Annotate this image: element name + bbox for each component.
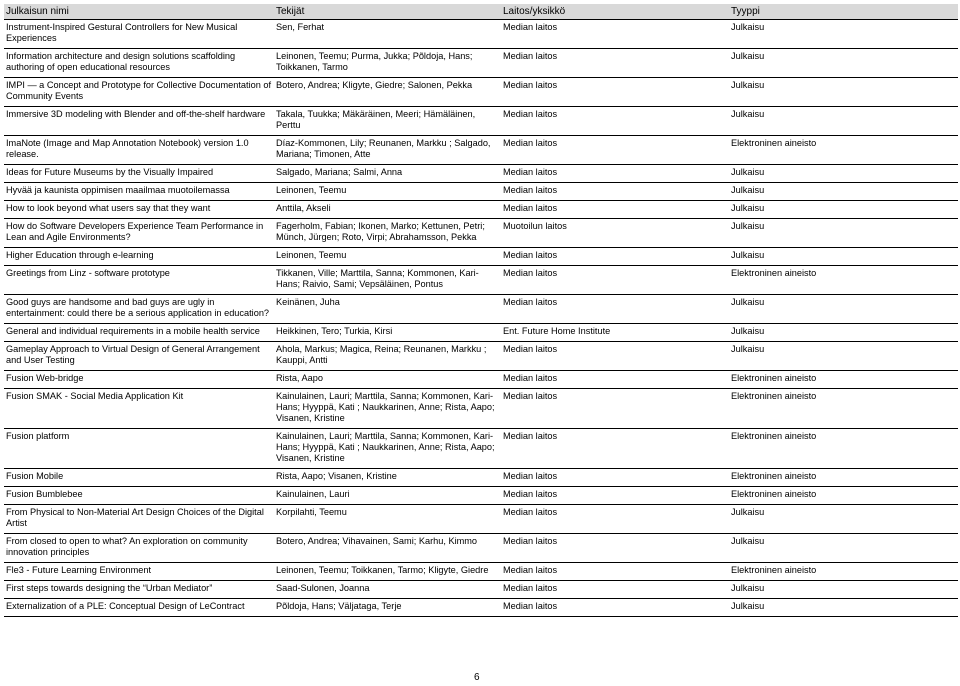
cell-type: Julkaisu bbox=[729, 219, 958, 248]
cell-type: Elektroninen aineisto bbox=[729, 487, 958, 505]
cell-title: Ideas for Future Museums by the Visually Impaired bbox=[4, 165, 274, 183]
cell-title: Higher Education through e-learning bbox=[4, 248, 274, 266]
cell-department: Median laitos bbox=[501, 505, 729, 534]
table-row bbox=[4, 295, 958, 324]
cell-title: Instrument-Inspired Gestural Controllers for New Musical Experiences bbox=[4, 20, 274, 49]
cell-department: Median laitos bbox=[501, 389, 729, 429]
cell-authors: Põldoja, Hans; Väljataga, Terje bbox=[274, 599, 501, 617]
table-row bbox=[4, 534, 958, 563]
page-number: 6 bbox=[474, 672, 480, 683]
table-row bbox=[4, 389, 958, 429]
cell-department: Median laitos bbox=[501, 534, 729, 563]
cell-type: Julkaisu bbox=[729, 20, 958, 49]
cell-authors: Kainulainen, Lauri bbox=[274, 487, 501, 505]
cell-title: Fle3 - Future Learning Environment bbox=[4, 563, 274, 581]
table-row bbox=[4, 78, 958, 107]
cell-title: Good guys are handsome and bad guys are ugly in entertainment: could there be a serious application in education? bbox=[4, 295, 274, 324]
cell-title: ImaNote (Image and Map Annotation Notebook) version 1.0 release. bbox=[4, 136, 274, 165]
cell-authors: Ahola, Markus; Magica, Reina; Reunanen, Markku ; Kauppi, Antti bbox=[274, 342, 501, 371]
cell-title: Information architecture and design solutions scaffolding authoring of open educational resources bbox=[4, 49, 274, 78]
cell-type: Julkaisu bbox=[729, 201, 958, 219]
table-row bbox=[4, 487, 958, 505]
cell-title: Hyvää ja kaunista oppimisen maailmaa muotoilemassa bbox=[4, 183, 274, 201]
cell-authors: Leinonen, Teemu; Purma, Jukka; Põldoja, Hans; Toikkanen, Tarmo bbox=[274, 49, 501, 78]
table-row bbox=[4, 49, 958, 78]
cell-title: General and individual requirements in a mobile health service bbox=[4, 324, 274, 342]
cell-title: Fusion Web-bridge bbox=[4, 371, 274, 389]
cell-type: Julkaisu bbox=[729, 599, 958, 617]
table-row bbox=[4, 563, 958, 581]
cell-department: Median laitos bbox=[501, 599, 729, 617]
table-row bbox=[4, 599, 958, 617]
table-row bbox=[4, 371, 958, 389]
table-row bbox=[4, 505, 958, 534]
cell-department: Median laitos bbox=[501, 581, 729, 599]
cell-title: Fusion Bumblebee bbox=[4, 487, 274, 505]
cell-title: Greetings from Linz - software prototype bbox=[4, 266, 274, 295]
cell-department: Ent. Future Home Institute bbox=[501, 324, 729, 342]
cell-authors: Rista, Aapo bbox=[274, 371, 501, 389]
cell-authors: Leinonen, Teemu bbox=[274, 183, 501, 201]
table-row bbox=[4, 165, 958, 183]
cell-department: Median laitos bbox=[501, 201, 729, 219]
table-row bbox=[4, 20, 958, 49]
cell-authors: Saad-Sulonen, Joanna bbox=[274, 581, 501, 599]
cell-title: Fusion SMAK - Social Media Application Kit bbox=[4, 389, 274, 429]
cell-department: Median laitos bbox=[501, 248, 729, 266]
cell-type: Julkaisu bbox=[729, 534, 958, 563]
cell-department: Median laitos bbox=[501, 342, 729, 371]
cell-type: Julkaisu bbox=[729, 248, 958, 266]
cell-authors: Botero, Andrea; Kligyte, Giedre; Salonen, Pekka bbox=[274, 78, 501, 107]
cell-authors: Leinonen, Teemu bbox=[274, 248, 501, 266]
header-title: Julkaisun nimi bbox=[4, 4, 274, 20]
cell-authors: Korpilahti, Teemu bbox=[274, 505, 501, 534]
cell-department: Median laitos bbox=[501, 469, 729, 487]
cell-type: Elektroninen aineisto bbox=[729, 136, 958, 165]
table-row bbox=[4, 219, 958, 248]
cell-authors: Fagerholm, Fabian; Ikonen, Marko; Kettunen, Petri; Münch, Jürgen; Roto, Virpi; Abrahamsson, Pekka bbox=[274, 219, 501, 248]
cell-type: Julkaisu bbox=[729, 324, 958, 342]
cell-title: Immersive 3D modeling with Blender and off-the-shelf hardware bbox=[4, 107, 274, 136]
header-department: Laitos/yksikkö bbox=[501, 4, 729, 20]
cell-authors: Rista, Aapo; Visanen, Kristine bbox=[274, 469, 501, 487]
table-body bbox=[4, 20, 958, 617]
header-authors: Tekijät bbox=[274, 4, 501, 20]
table-row bbox=[4, 581, 958, 599]
cell-department: Median laitos bbox=[501, 266, 729, 295]
cell-title: From closed to open to what? An exploration on community innovation principles bbox=[4, 534, 274, 563]
cell-type: Julkaisu bbox=[729, 295, 958, 324]
cell-department: Median laitos bbox=[501, 487, 729, 505]
cell-authors: Kainulainen, Lauri; Marttila, Sanna; Kommonen, Kari-Hans; Hyyppä, Kati ; Naukkarinen, Anne; Rista, Aapo; Visanen, Kristine bbox=[274, 429, 501, 469]
cell-department: Median laitos bbox=[501, 20, 729, 49]
cell-type: Julkaisu bbox=[729, 165, 958, 183]
cell-type: Julkaisu bbox=[729, 342, 958, 371]
table-row bbox=[4, 183, 958, 201]
table-row bbox=[4, 248, 958, 266]
cell-title: Fusion platform bbox=[4, 429, 274, 469]
cell-department: Median laitos bbox=[501, 183, 729, 201]
cell-department: Median laitos bbox=[501, 371, 729, 389]
cell-title: IMPI — a Concept and Prototype for Collective Documentation of Community Events bbox=[4, 78, 274, 107]
cell-department: Median laitos bbox=[501, 295, 729, 324]
table-header-row bbox=[4, 4, 958, 20]
cell-type: Julkaisu bbox=[729, 505, 958, 534]
cell-authors: Leinonen, Teemu; Toikkanen, Tarmo; Kligyte, Giedre bbox=[274, 563, 501, 581]
cell-type: Julkaisu bbox=[729, 78, 958, 107]
cell-title: Fusion Mobile bbox=[4, 469, 274, 487]
table-row bbox=[4, 266, 958, 295]
cell-type: Julkaisu bbox=[729, 183, 958, 201]
cell-authors: Keinänen, Juha bbox=[274, 295, 501, 324]
cell-title: How do Software Developers Experience Team Performance in Lean and Agile Environments? bbox=[4, 219, 274, 248]
cell-department: Median laitos bbox=[501, 165, 729, 183]
cell-department: Muotoilun laitos bbox=[501, 219, 729, 248]
cell-title: From Physical to Non-Material Art Design Choices of the Digital Artist bbox=[4, 505, 274, 534]
table-row bbox=[4, 324, 958, 342]
cell-authors: Salgado, Mariana; Salmi, Anna bbox=[274, 165, 501, 183]
cell-type: Elektroninen aineisto bbox=[729, 563, 958, 581]
cell-type: Elektroninen aineisto bbox=[729, 389, 958, 429]
table-row bbox=[4, 201, 958, 219]
cell-type: Julkaisu bbox=[729, 107, 958, 136]
publications-table bbox=[4, 4, 958, 617]
cell-department: Median laitos bbox=[501, 49, 729, 78]
header-type: Tyyppi bbox=[729, 4, 958, 20]
cell-department: Median laitos bbox=[501, 136, 729, 165]
cell-department: Median laitos bbox=[501, 563, 729, 581]
cell-authors: Heikkinen, Tero; Turkia, Kirsi bbox=[274, 324, 501, 342]
cell-department: Median laitos bbox=[501, 78, 729, 107]
cell-type: Elektroninen aineisto bbox=[729, 429, 958, 469]
cell-title: Externalization of a PLE: Conceptual Design of LeContract bbox=[4, 599, 274, 617]
cell-authors: Díaz-Kommonen, Lily; Reunanen, Markku ; Salgado, Mariana; Timonen, Atte bbox=[274, 136, 501, 165]
table-row bbox=[4, 136, 958, 165]
cell-type: Julkaisu bbox=[729, 581, 958, 599]
cell-type: Julkaisu bbox=[729, 49, 958, 78]
cell-authors: Kainulainen, Lauri; Marttila, Sanna; Kommonen, Kari-Hans; Hyyppä, Kati ; Naukkarinen, Anne; Rista, Aapo; Visanen, Kristine bbox=[274, 389, 501, 429]
cell-department: Median laitos bbox=[501, 429, 729, 469]
cell-title: Gameplay Approach to Virtual Design of General Arrangement and User Testing bbox=[4, 342, 274, 371]
table-row bbox=[4, 469, 958, 487]
cell-authors: Anttila, Akseli bbox=[274, 201, 501, 219]
cell-department: Median laitos bbox=[501, 107, 729, 136]
table-row bbox=[4, 107, 958, 136]
cell-title: How to look beyond what users say that they want bbox=[4, 201, 274, 219]
table-row bbox=[4, 429, 958, 469]
cell-authors: Botero, Andrea; Vihavainen, Sami; Karhu, Kimmo bbox=[274, 534, 501, 563]
cell-type: Elektroninen aineisto bbox=[729, 266, 958, 295]
cell-authors: Tikkanen, Ville; Marttila, Sanna; Kommonen, Kari-Hans; Raivio, Sami; Vepsäläinen, Pontus bbox=[274, 266, 501, 295]
table-row bbox=[4, 342, 958, 371]
cell-title: First steps towards designing the “Urban Mediator” bbox=[4, 581, 274, 599]
cell-authors: Sen, Ferhat bbox=[274, 20, 501, 49]
cell-type: Elektroninen aineisto bbox=[729, 469, 958, 487]
cell-authors: Takala, Tuukka; Mäkäräinen, Meeri; Hämäläinen, Perttu bbox=[274, 107, 501, 136]
cell-type: Elektroninen aineisto bbox=[729, 371, 958, 389]
